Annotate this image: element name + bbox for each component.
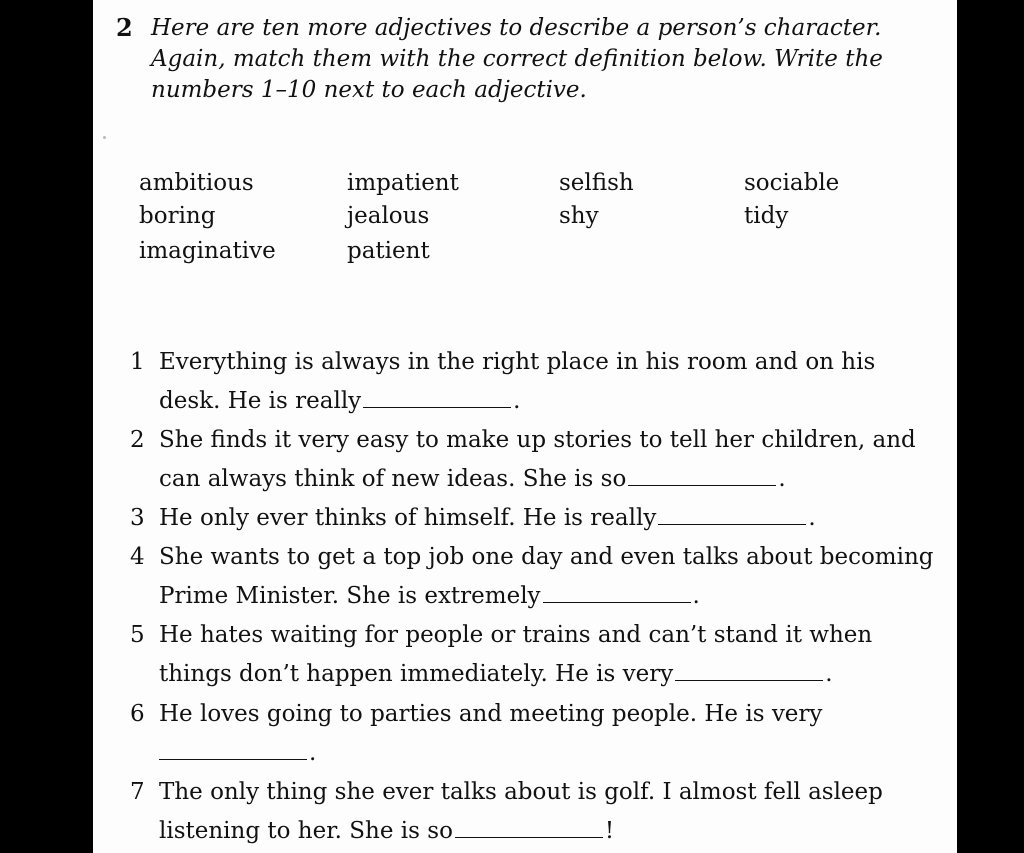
- sentence-text: She finds it very easy to make up stories to tell her children, and: [159, 427, 916, 453]
- task-instructions: [151, 13, 921, 106]
- sentence-end: !: [604, 818, 615, 844]
- sentence-text: Prime Minister. She is extremely: [159, 583, 541, 609]
- sentence-end: .: [808, 505, 816, 531]
- sentence-text: He hates waiting for people or trains and can’t stand it when: [159, 622, 873, 648]
- adjective-word: selfish: [559, 170, 634, 196]
- sentence-end: .: [692, 583, 700, 609]
- adjective-word: boring: [139, 203, 216, 229]
- sentence-end: .: [513, 388, 521, 414]
- sentence-text: He only ever thinks of himself. He is really: [159, 505, 657, 531]
- sentence-number: 1: [130, 349, 145, 375]
- sentence-end: .: [825, 661, 833, 687]
- sentence-number: 7: [130, 779, 145, 805]
- answer-blank[interactable]: [543, 584, 691, 603]
- adjective-word: impatient: [347, 170, 459, 196]
- task-number: 2: [116, 13, 133, 42]
- adjective-word: jealous: [347, 203, 430, 229]
- scan-mark: [103, 136, 106, 139]
- instruction-line: Again, match them with the correct definition below. Write the: [151, 46, 883, 72]
- sentence-text: listening to her. She is so: [159, 818, 453, 844]
- answer-blank[interactable]: [675, 662, 823, 681]
- sentence-text: things don’t happen immediately. He is very: [159, 661, 674, 687]
- adjective-word: patient: [347, 238, 430, 264]
- sentence-end: .: [778, 466, 786, 492]
- sentence-end: .: [309, 740, 317, 766]
- sentence-text: She wants to get a top job one day and even talks about becoming: [159, 544, 934, 570]
- sentence-number: 6: [130, 701, 145, 727]
- answer-blank[interactable]: [658, 506, 806, 525]
- instruction-line: Here are ten more adjectives to describe a person’s character.: [151, 15, 882, 41]
- answer-blank[interactable]: [159, 741, 307, 760]
- sentence-text: The only thing she ever talks about is golf. I almost fell asleep: [159, 779, 883, 805]
- adjective-word: tidy: [744, 203, 789, 229]
- adjective-word: ambitious: [139, 170, 254, 196]
- answer-blank[interactable]: [455, 819, 603, 838]
- answer-blank[interactable]: [363, 389, 511, 408]
- worksheet-page: [93, 0, 957, 853]
- adjective-word: sociable: [744, 170, 840, 196]
- answer-blank[interactable]: [628, 467, 776, 486]
- instruction-line: numbers 1–10 next to each adjective.: [151, 77, 587, 103]
- sentence-number: 4: [130, 544, 145, 570]
- adjective-word: imaginative: [139, 238, 276, 264]
- sentence-text: Everything is always in the right place in his room and on his: [159, 349, 876, 375]
- sentence-number: 2: [130, 427, 145, 453]
- sentence-text: can always think of new ideas. She is so: [159, 466, 627, 492]
- adjective-word: shy: [559, 203, 599, 229]
- sentence-text: desk. He is really: [159, 388, 362, 414]
- sentence-number: 3: [130, 505, 145, 531]
- sentence-number: 5: [130, 622, 145, 648]
- sentence-text: He loves going to parties and meeting people. He is very: [159, 701, 823, 727]
